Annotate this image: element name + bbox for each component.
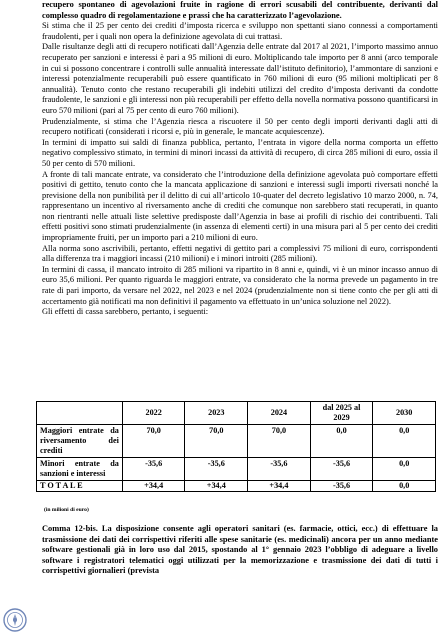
- row-label: T O T A L E: [37, 481, 123, 492]
- table-cell: +34,4: [185, 481, 248, 492]
- table-header-cell: [37, 402, 123, 425]
- table-cell: 0,0: [310, 425, 373, 458]
- paragraph-5: In termini di impatto sui saldi di finanza pubblica, pertanto, l’entrata in vigore della norma comporta un effetto negativo complessivo stimato, in termini di minori incassi da attività di recupero, di circa 285 milioni di euro, ossia il 50 per cento di 570 milioni.: [42, 137, 438, 168]
- table-header-cell: 2023: [185, 402, 248, 425]
- table-header-cell: 2024: [248, 402, 311, 425]
- document-body: [42, 0, 438, 318]
- table-cell: -35,6: [248, 458, 311, 481]
- table-header-row: [37, 402, 436, 425]
- cash-effects-table: [36, 401, 436, 492]
- table-cell: -35,6: [310, 458, 373, 481]
- table-cell: +34,4: [122, 481, 185, 492]
- table-header-cell: 2022: [122, 402, 185, 425]
- paragraph-9: Gli effetti di cassa sarebbero, pertanto, i seguenti:: [42, 307, 209, 317]
- table-units-note: (in milioni di euro): [44, 507, 89, 513]
- table-cell: -35,6: [185, 458, 248, 481]
- comma-section: [42, 524, 438, 577]
- row-label: Minori entrate da sanzioni e interessi: [37, 458, 123, 481]
- table-header-cell: 2030: [373, 402, 436, 425]
- table-header-cell: dal 2025 al 2029: [310, 402, 373, 425]
- table-cell: 0,0: [373, 458, 436, 481]
- table-cell: 70,0: [248, 425, 311, 458]
- table-cell: 0,0: [373, 425, 436, 458]
- table-cell: 70,0: [122, 425, 185, 458]
- table-total-row: [37, 481, 436, 492]
- paragraph-8: In termini di cassa, il mancato introito di 285 milioni va ripartito in 8 anni e, quindi, vi è un minor incasso annuo di euro 35,6 milioni. Per quanto riguarda le maggiori entrate, va considerato che la norma prevede un pagamento in tre rate di pari importo, da versare nel 2022, nel 2023 e nel 2024 (prudenzialmente non si tiene conto che per gli atti di accertamento già notificati ma non definitivi il pagamento va effettuato in un’unica soluzione nel 2022).: [42, 264, 438, 306]
- paragraph-2: Si stima che il 25 per cento dei crediti d’imposta ricerca e sviluppo non spettanti siano connessi a comportamenti fraudolenti, per i quali non opera la definizione agevolata di cui trattasi.: [42, 21, 438, 41]
- paragraph-4: Prudenzialmente, si stima che l’Agenzia riesca a riscuotere il 50 per cento degli importi derivanti dagli atti di recupero notificati (considerati i ricorsi e, più in generale, le mancate acquiescenze).: [42, 116, 438, 137]
- paragraph-7: Alla norma sono ascrivibili, pertanto, effetti negativi di gettito pari a complessivi 75 milioni di euro, corrispondenti alla differenza tra i maggiori incassi (210 milioni) e i minori introiti (285 milioni).: [42, 243, 438, 264]
- table-cell: -35,6: [310, 481, 373, 492]
- table-cell: -35,6: [122, 458, 185, 481]
- table-row: [37, 458, 436, 481]
- paragraph-3: Dalle risultanze degli atti di recupero notificati dall’Agenzia delle entrate dal 2017 al 2021, l’importo massimo annuo recuperato per sanzioni e interessi è pari a 95 milioni di euro. Moltiplicando tale importo per 8 anni (arco temporale in cui si possono concentrare i controlli sulle annualità interessate dall’istituto definitorio), l’ammontare di sanzioni e interessi potenzialmente recuperabili può essere quantificato in 760 milioni di euro (95 milioni moltiplicati per 8 annualità). Tenuto conto che restano recuperabili gli indebiti utilizzi del credito d’imposta derivanti da condotte fraudolente, le sanzioni e gli interessi non più recuperabili per effetto della novella normativa possono quantificarsi in euro 570 milioni (pari al 75 per cento di euro 760 milioni).: [42, 42, 438, 115]
- seal-icon: [3, 608, 27, 632]
- table-row: [37, 425, 436, 458]
- paragraph-6: A fronte di tali mancate entrate, va considerato che l’introduzione della definizione agevolata può comportare effetti positivi di gettito, tenuto conto che la mancata applicazione di sanzioni e interessi sugli importi riversati nonché la previsione della non punibilità per il delitto di cui all’articolo 10-quater del decreto legislativo 10 marzo 2000, n. 74, rappresentano un incentivo al riversamento anche di crediti che comunque non sarebbero stati recuperati, in quanto non rientranti nelle attuali liste selettive predisposte dall’Agenzia in base ai profili di rischio dei contribuenti. Tali effetti positivi sono stimati prudenzialmente (in assenza di elementi certi) in una misura pari al 5 per cento dei crediti impropriamente fruiti, per un importo pari a 210 milioni di euro.: [42, 169, 438, 243]
- row-label: Maggiori entrate da riversamento dei crediti: [37, 425, 123, 458]
- table-cell: 0,0: [373, 481, 436, 492]
- paragraph-1: recupero spontaneo di agevolazioni fruite in ragione di errori scusabili del contribuente, derivanti dal complesso quadro di regolamentazione e prassi che ha caratterizzato l’agevolazione.: [42, 0, 438, 20]
- table-cell: +34,4: [248, 481, 311, 492]
- table-cell: 70,0: [185, 425, 248, 458]
- comma-paragraph: Comma 12-bis. La disposizione consente agli operatori sanitari (es. farmacie, ottici, ecc.) di effettuare la trasmissione dei dati dei corrispettivi riferiti alle spese sanitarie (es. medicinali) ancora per un anno mediante software gestionali già in loro uso dal 2015, spostando al 1° gennaio 2023 l’obbligo di adeguare a livello software i registratori telematici oggi utilizzati per la memorizzazione e trasmissione dei dati di tutti i corrispettivi giornalieri (prevista: [42, 524, 438, 576]
